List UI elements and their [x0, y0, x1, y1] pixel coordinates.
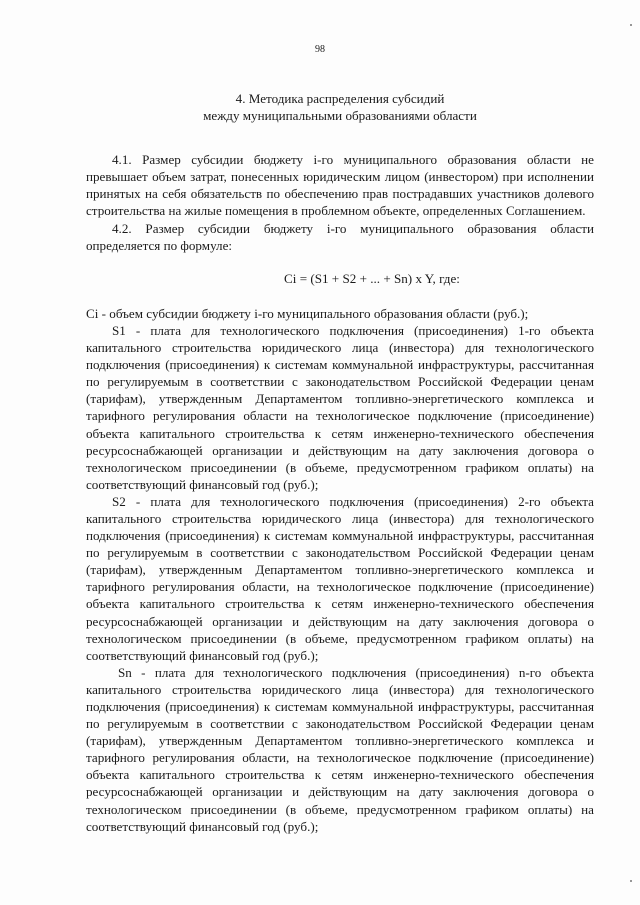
subsidy-formula: Ci = (S1 + S2 + ... + Sn) x Y, где:	[284, 270, 460, 286]
definition-ci: Ci - объем субсидии бюджету i-го муниципального образования области (руб.);	[86, 305, 529, 321]
section-heading	[86, 90, 594, 124]
scan-artifact	[630, 24, 632, 26]
paragraph-4-2: 4.2. Размер субсидии бюджету i-го муниципального образования области определяется по формуле:	[86, 220, 594, 253]
formula-definitions	[86, 305, 594, 835]
section-heading-line-2: между муниципальными образованиями области	[203, 108, 477, 124]
scan-artifact	[630, 880, 632, 882]
section-heading-line-1: 4. Методика распределения субсидий	[235, 91, 445, 106]
document-body	[86, 90, 594, 835]
page-number: 98	[315, 44, 325, 55]
heading-spacer	[86, 124, 594, 151]
paragraph-4-1: 4.1. Размер субсидии бюджету i-го муниципального образования области не превышает объем затрат, понесенных юридическим лицом (инвестором) при исполнении принятых на себя обязательств по обеспечению прав пострадавших участников долевого строительства на жилые помещения в проблемном объекте, определенных Соглашением.	[86, 152, 594, 219]
definition-s1: S1 - плата для технологического подключения (присоединения) 1-го объекта капитального строительства юридического лица (инвестора) для технологического подключения (присоединения) к системам коммунальной инфраструктуры, рассчитанная по регулируемым в соответствии с законодательством Российской Федерации ценам (тарифам), утвержденным Департаментом топливно-энергетического комплекса и тарифного регулирования области на технологическое подключение (присоединение) объекта капитального строительства к сетям инженерно-технического обеспечения ресурсоснабжающей организации и действующим на дату заключения договора о технологическом присоединении (в объеме, предусмотренном графиком оплаты) на соответствующий финансовый год (руб.);	[86, 322, 594, 492]
definition-s2: S2 - плата для технологического подключения (присоединения) 2-го объекта капитального строительства юридического лица (инвестора) для технологического подключения (присоединения) к системам коммунальной инфраструктуры, рассчитанная по регулируемым в соответствии с законодательством Российской Федерации ценам (тарифам), утвержденным Департаментом топливно-энергетического комплекса и тарифного регулирования области, на технологическое подключение (присоединение) объекта капитального строительства к сетям инженерно-технического обеспечения ресурсоснабжающей организации и действующим на дату заключения договора о технологическом присоединении (в объеме, предусмотренном графиком оплаты) на соответствующий финансовый год (руб.);	[86, 493, 594, 663]
definition-sn: Sn - плата для технологического подключения (присоединения) n-го объекта капитального строительства юридического лица (инвестора) для технологического подключения (присоединения) к системам коммунальной инфраструктуры, рассчитанная по регулируемым в соответствии с законодательством Российской Федерации ценам (тарифам), утвержденным Департаментом топливно-энергетического комплекса и тарифного регулирования области, на технологическое подключение (присоединение) объекта капитального строительства к сетям инженерно-технического обеспечения ресурсоснабжающей организации и действующим на дату заключения договора о технологическом присоединении (в объеме, предусмотренном графиком оплаты) на соответствующий финансовый год (руб.);	[86, 664, 594, 834]
